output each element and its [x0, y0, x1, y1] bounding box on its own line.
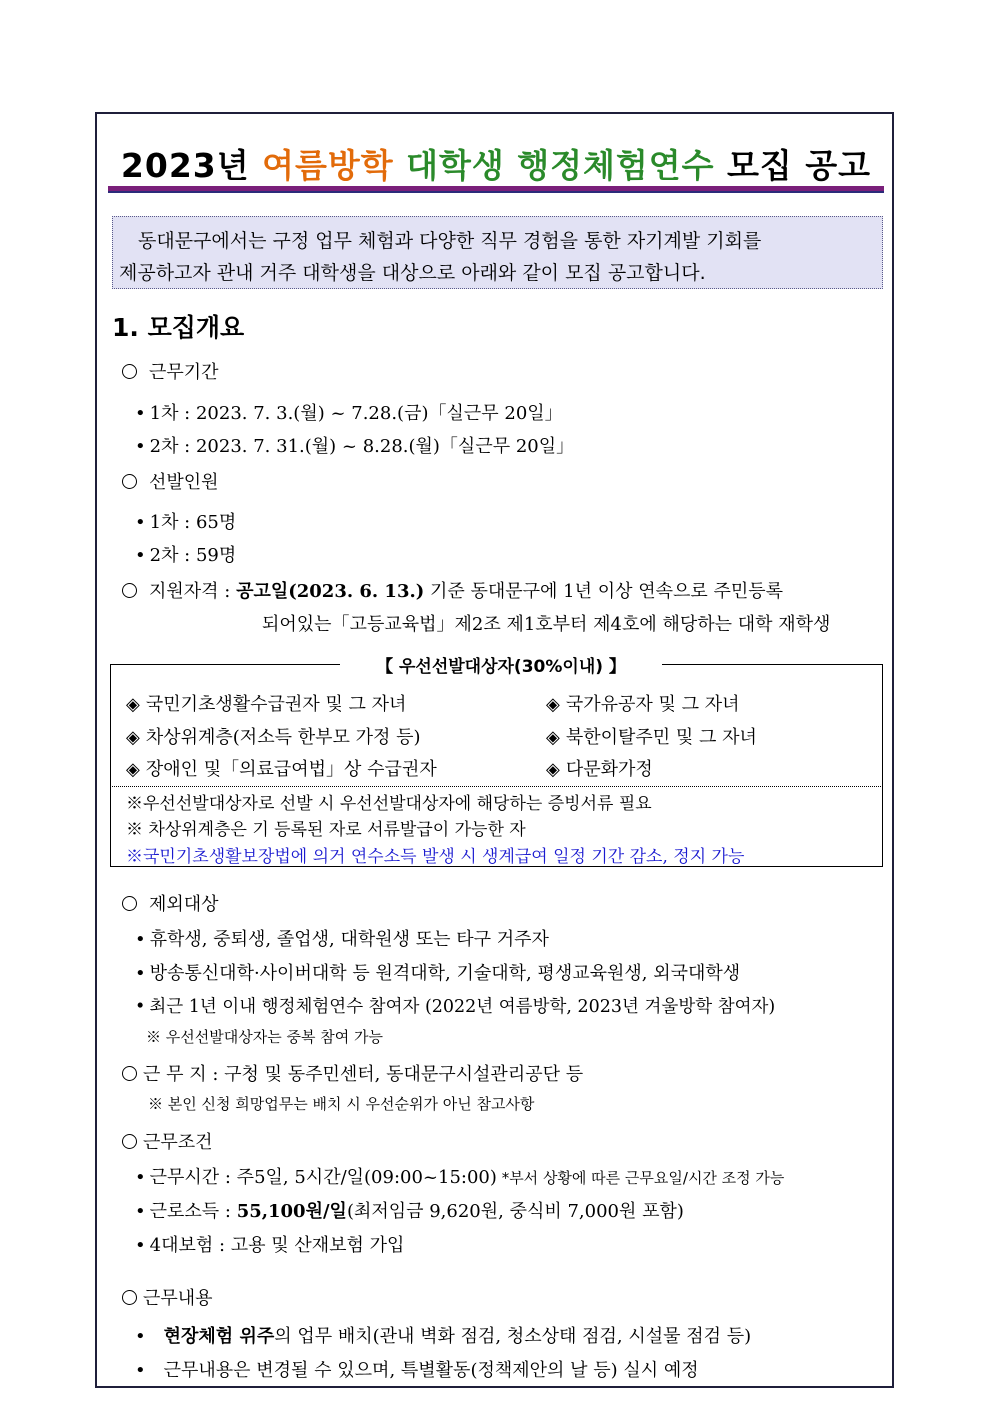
- hours-note: *부서 상황에 따른 근무요일/시간 조정 가능: [496, 1169, 785, 1187]
- bullet-icon: •: [135, 1167, 146, 1188]
- excluded-item-2: [135, 959, 740, 985]
- circle-icon: [122, 364, 137, 379]
- priority-note-1: ※우선선발대상자로 선발 시 우선선발대상자에 해당하는 증빙서류 필요: [126, 794, 652, 814]
- excluded-item-text: 휴학생, 중퇴생, 졸업생, 대학원생 또는 타구 거주자: [149, 929, 549, 950]
- diamond-icon: ◈: [546, 759, 560, 780]
- bullet-icon: •: [135, 403, 146, 424]
- priority-item-text: 국가유공자 및 그 자녀: [565, 694, 740, 715]
- insurance-text: 4대보험 : 고용 및 산재보험 가입: [149, 1235, 405, 1256]
- bullet-icon: •: [135, 1201, 146, 1222]
- conditions-income: [135, 1197, 684, 1223]
- priority-right-3: [546, 755, 653, 781]
- diamond-icon: ◈: [546, 694, 560, 715]
- title-season: 여름방학: [262, 146, 394, 185]
- circle-icon: [122, 1290, 137, 1305]
- diamond-icon: ◈: [126, 759, 140, 780]
- circle-icon: [122, 1134, 137, 1149]
- duties-item-text: 근무내용은 변경될 수 있으며, 특별활동(정책제안의 날 등) 실시 예정: [163, 1360, 699, 1381]
- title-space: [394, 146, 407, 185]
- duties-emphasis: 현장체험 위주: [163, 1326, 275, 1347]
- period-label: 근무기간: [149, 362, 219, 383]
- eligibility-line-2: 되어있는「고등교육법」제2조 제1호부터 제4호에 해당하는 대학 재학생: [262, 614, 831, 635]
- priority-right-1: [546, 690, 740, 716]
- diamond-icon: ◈: [126, 694, 140, 715]
- excluded-heading: [122, 890, 219, 916]
- priority-note-3: ※국민기초생활보장법에 의거 연수소득 발생 시 생계급여 일정 기간 감소, 정지 가능: [126, 847, 745, 867]
- headcount-item-2: [135, 541, 236, 567]
- headcount-label: 선발인원: [149, 472, 219, 493]
- workplace-note: ※ 본인 신청 희망업무는 배치 시 우선순위가 아닌 참고사항: [148, 1095, 535, 1113]
- page-title: [0, 140, 992, 187]
- bullet-icon: •: [135, 512, 146, 533]
- excluded-note: ※ 우선선발대상자는 중복 참여 가능: [146, 1028, 383, 1046]
- priority-item-text: 다문화가정: [565, 759, 653, 780]
- period-item-2: [135, 432, 574, 458]
- title-year: 2023년: [120, 146, 263, 185]
- priority-left-2: [126, 723, 420, 749]
- income-amount: 55,100원/일: [236, 1201, 347, 1222]
- headcount-item-text: 1차 : 65명: [149, 512, 237, 533]
- circle-icon: [122, 896, 137, 911]
- bullet-icon: •: [135, 436, 146, 457]
- diamond-icon: ◈: [126, 727, 140, 748]
- excluded-item-text: 방송통신대학·사이버대학 등 원격대학, 기술대학, 평생교육원생, 외국대학생: [149, 963, 741, 984]
- excluded-label: 제외대상: [149, 894, 219, 915]
- eligibility-line-1: [122, 577, 783, 603]
- priority-title: 【 우선선발대상자(30%이내) 】: [340, 652, 662, 677]
- headcount-item-1: [135, 508, 236, 534]
- duties-item-2: [135, 1356, 699, 1382]
- workplace-line: [122, 1060, 583, 1086]
- priority-left-3: [126, 755, 437, 781]
- bullet-icon: •: [135, 545, 146, 566]
- circle-icon: [122, 1066, 137, 1081]
- eligibility-date: 공고일(2023. 6. 13.): [236, 581, 425, 602]
- priority-note-2: ※ 차상위계층은 기 등록된 자로 서류발급이 가능한 자: [126, 820, 526, 840]
- income-detail: (최저임금 9,620원, 중식비 7,000원 포함): [346, 1201, 684, 1222]
- hours-text: 근무시간 : 주5일, 5시간/일(09:00~15:00): [149, 1167, 497, 1188]
- diamond-icon: ◈: [546, 727, 560, 748]
- conditions-label: 근무조건: [143, 1132, 213, 1153]
- circle-icon: [122, 583, 137, 598]
- priority-item-text: 차상위계층(저소득 한부모 가정 등): [145, 727, 421, 748]
- excluded-item-3: [135, 993, 775, 1018]
- duties-item-1: [135, 1322, 751, 1348]
- bullet-icon: •: [135, 929, 146, 950]
- title-program: 대학생 행정체험연수: [406, 146, 715, 185]
- intro-line-1: 동대문구에서는 구정 업무 체험과 다양한 직무 경험을 통한 자기계발 기회를: [119, 230, 762, 252]
- income-label: 근로소득 :: [149, 1201, 237, 1222]
- conditions-insurance: [135, 1231, 404, 1257]
- workplace-text: 근 무 지 : 구청 및 동주민센터, 동대문구시설관리공단 등: [143, 1064, 584, 1085]
- headcount-heading: [122, 468, 219, 494]
- priority-item-text: 국민기초생활수급권자 및 그 자녀: [145, 694, 407, 715]
- intro-line-2: 제공하고자 관내 거주 대학생을 대상으로 아래와 같이 모집 공고합니다.: [119, 262, 706, 284]
- section-heading: 1. 모집개요: [112, 313, 245, 342]
- duties-item-text: 의 업무 배치(관내 벽화 점검, 청소상태 점검, 시설물 점검 등): [274, 1326, 752, 1347]
- eligibility-label: 지원자격 :: [149, 581, 237, 602]
- bullet-icon: •: [135, 1360, 146, 1381]
- eligibility-text: 기준 동대문구에 1년 이상 연속으로 주민등록: [424, 581, 784, 602]
- excluded-item-1: [135, 925, 549, 951]
- conditions-heading: [122, 1128, 213, 1154]
- title-underline: [108, 186, 884, 193]
- bullet-icon: •: [135, 1326, 146, 1347]
- period-item-1: [135, 399, 563, 425]
- bullet-icon: •: [135, 1235, 146, 1256]
- period-item-text: 1차 : 2023. 7. 3.(월) ~ 7.28.(금)「실근무 20일」: [149, 403, 563, 424]
- priority-item-text: 북한이탈주민 및 그 자녀: [565, 727, 757, 748]
- bullet-icon: •: [135, 997, 146, 1017]
- intro-box: [112, 216, 883, 289]
- period-item-text: 2차 : 2023. 7. 31.(월) ~ 8.28.(월)「실근무 20일」: [149, 436, 575, 457]
- priority-item-text: 장애인 및「의료급여법」상 수급권자: [145, 759, 437, 780]
- conditions-hours: [135, 1163, 784, 1189]
- period-heading: [122, 358, 219, 384]
- bullet-icon: •: [135, 963, 146, 984]
- priority-right-2: [546, 723, 757, 749]
- headcount-item-text: 2차 : 59명: [149, 545, 237, 566]
- priority-left-1: [126, 690, 406, 716]
- duties-label: 근무내용: [143, 1288, 213, 1309]
- title-suffix: 모집 공고: [714, 146, 872, 185]
- excluded-item-text: 최근 1년 이내 행정체험연수 참여자 (2022년 여름방학, 2023년 겨울방학 참여자): [149, 997, 776, 1017]
- priority-divider: [110, 786, 883, 787]
- duties-heading: [122, 1284, 213, 1310]
- circle-icon: [122, 474, 137, 489]
